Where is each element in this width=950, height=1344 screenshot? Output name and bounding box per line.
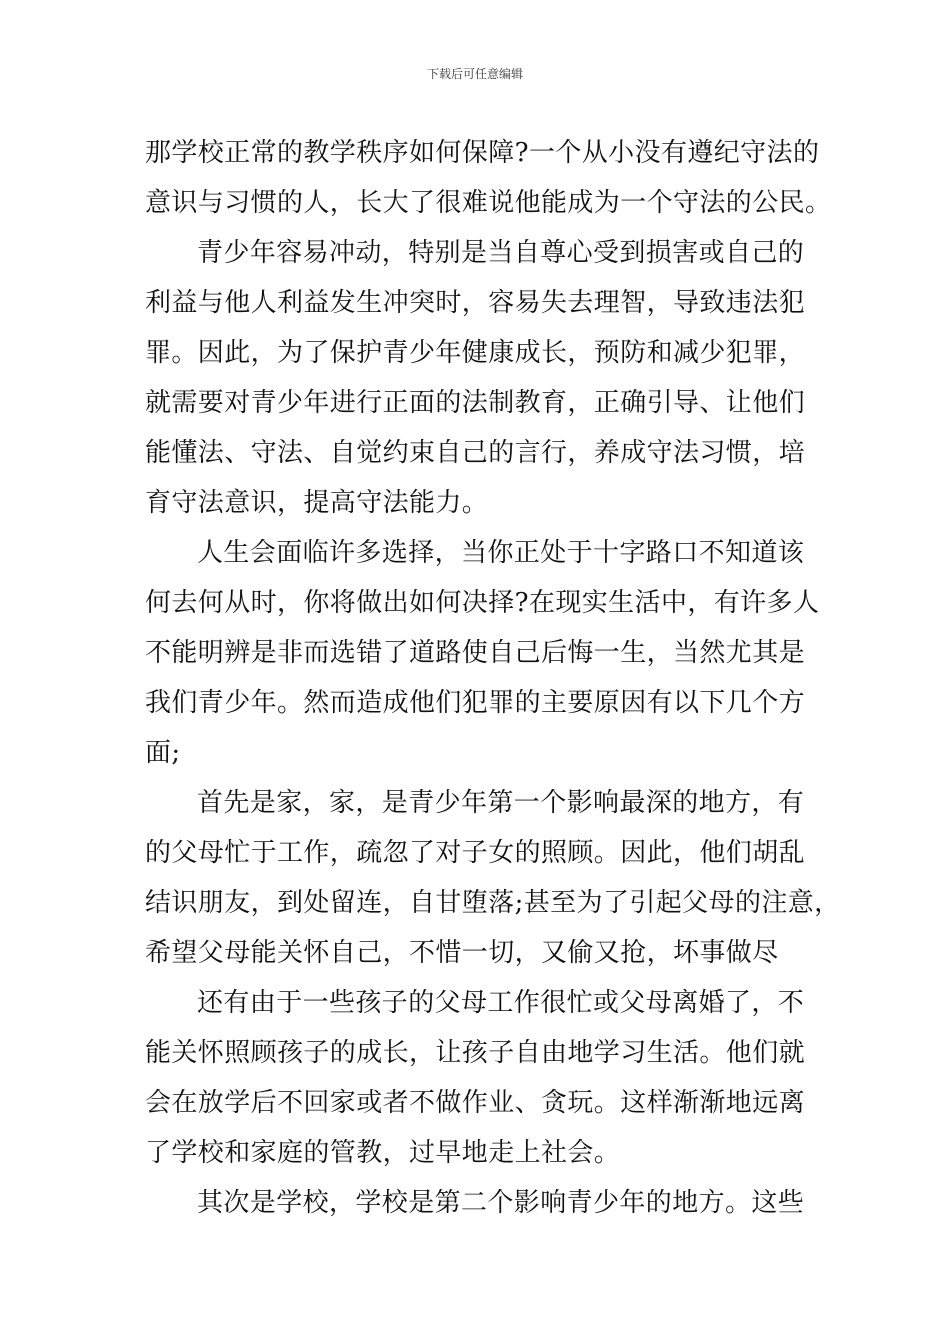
text-line: 就需要对青少年进行正面的法制教育，正确引导、让他们 — [145, 388, 806, 418]
text-line: 青少年容易冲动，特别是当自尊心受到损害或自己的 — [197, 238, 805, 268]
text-line: 不能明辨是非而选错了道路使自己后悔一生，当然尤其是 — [145, 638, 806, 668]
text-line: 罪。因此，为了保护青少年健康成长，预防和减少犯罪， — [145, 338, 806, 368]
paragraph-2 — [145, 228, 815, 528]
header-note: 下载后可任意编辑 — [426, 67, 523, 81]
text-line: 的父母忙于工作，疏忽了对子女的照顾。因此，他们胡乱 — [145, 838, 806, 868]
paragraph-3 — [145, 528, 820, 778]
paragraph-6 — [145, 1178, 815, 1228]
text-line: 那学校正常的教学秩序如何保障?一个从小没有遵纪守法的 — [145, 138, 820, 168]
text-line: 能关怀照顾孩子的成长，让孩子自由地学习生活。他们就 — [145, 1038, 806, 1068]
paragraph-4 — [145, 778, 841, 978]
text-line: 还有由于一些孩子的父母工作很忙或父母离婚了，不 — [197, 988, 805, 1018]
text-line: 了学校和家庭的管教，过早地走上社会。 — [145, 1138, 621, 1168]
text-line: 结识朋友，到处留连，自甘堕落;甚至为了引起父母的注意， — [145, 888, 841, 918]
text-line: 首先是家，家，是青少年第一个影响最深的地方，有 — [197, 788, 805, 818]
text-line: 利益与他人利益发生冲突时，容易失去理智，导致违法犯 — [145, 288, 806, 318]
paragraph-5 — [145, 978, 815, 1178]
paragraph-1 — [145, 128, 832, 228]
text-line: 育守法意识，提高守法能力。 — [145, 488, 489, 518]
text-line: 能懂法、守法、自觉约束自己的言行，养成守法习惯，培 — [145, 438, 806, 468]
text-line: 人生会面临许多选择，当你正处于十字路口不知道该 — [197, 538, 805, 568]
text-line: 意识与习惯的人，长大了很难说他能成为一个守法的公民。 — [145, 188, 832, 218]
text-line: 其次是学校，学校是第二个影响青少年的地方。这些 — [197, 1188, 805, 1218]
text-line: 我们青少年。然而造成他们犯罪的主要原因有以下几个方 — [145, 688, 806, 718]
text-line: 会在放学后不回家或者不做作业、贪玩。这样渐渐地远离 — [145, 1088, 806, 1118]
body-text — [145, 128, 841, 1228]
text-line: 何去何从时，你将做出如何决择?在现实生活中，有许多人 — [145, 588, 820, 618]
text-line: 希望父母能关怀自己，不惜一切，又偷又抢，坏事做尽 — [145, 938, 779, 968]
text-line: 面; — [145, 738, 181, 768]
